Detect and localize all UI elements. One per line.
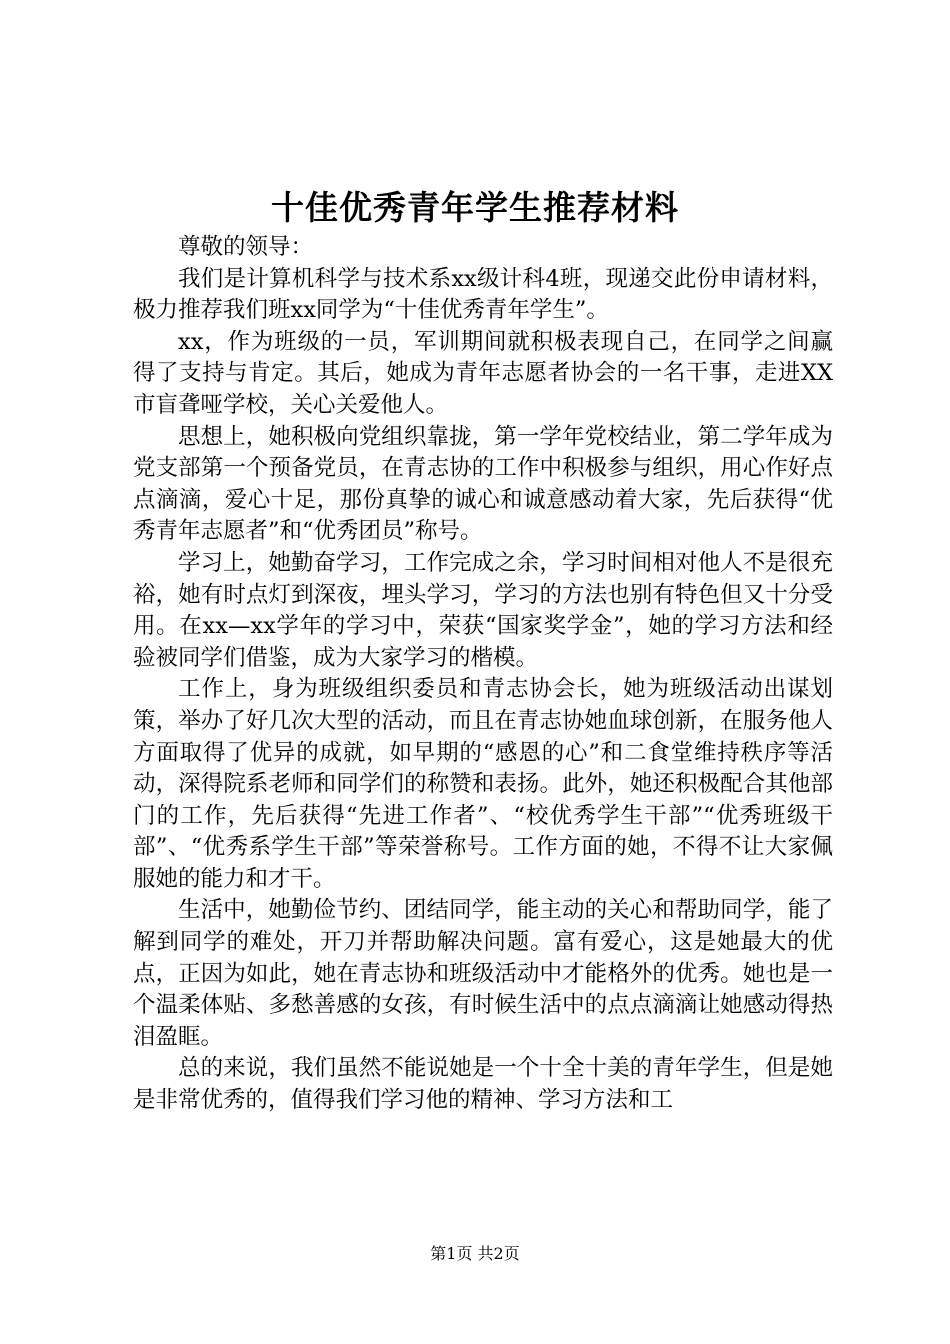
paragraph: 思想上，她积极向党组织靠拢，第一学年党校结业，第二学年成为党支部第一个预备党员，在青志协的工作中积极参与组织，用心作好点点滴滴，爱心十足，那份真挚的诚心和诚意感动着大家，先后获得“优秀青年志愿者”和“优秀团员”称号。 — [133, 423, 833, 545]
document-title: 十佳优秀青年学生推荐材料 — [271, 188, 679, 227]
paragraph: xx，作为班级的一员，军训期间就积极表现自己，在同学之间赢得了支持与肯定。其后，她成为青年志愿者协会的一名干事，走进XX市盲聋哑学校，关心关爱他人。 — [133, 328, 833, 418]
paragraph: 我们是计算机科学与技术系xx级计科4班，现递交此份申请材料，极力推荐我们班xx同学为“十佳优秀青年学生”。 — [133, 265, 833, 324]
paragraph: 总的来说，我们虽然不能说她是一个十全十美的青年学生，但是她是非常优秀的，值得我们学习他的精神、学习方法和工 — [133, 1055, 833, 1114]
paragraph: 工作上，身为班级组织委员和青志协会长，她为班级活动出谋划策，举办了好几次大型的活动，而且在青志协她血球创新，在服务他人方面取得了优异的成就，如早期的“感恩的心”和二食堂维持秩序等活动，深得院系老师和同学们的称赞和表扬。此外，她还积极配合其他部门的工作，先后获得“先进工作者”、“校优秀学生干部”“优秀班级干部”、“优秀系学生干部”等荣誉称号。工作方面的她，不得不让大家佩服她的能力和才干。 — [133, 676, 833, 892]
document-body — [133, 232, 833, 1117]
page-footer: 第1页 共2页 — [430, 1244, 520, 1263]
paragraph: 学习上，她勤奋学习，工作完成之余，学习时间相对他人不是很充裕，她有时点灯到深夜，埋头学习，学习的方法也别有特色但又十分受用。在xx—xx学年的学习中，荣获“国家奖学金”，她的学习方法和经验被同学们借鉴，成为大家学习的楷模。 — [133, 549, 833, 671]
salutation: 尊敬的领导： — [178, 234, 314, 260]
paragraph: 生活中，她勤俭节约、团结同学，能主动的关心和帮助同学，能了解到同学的难处，开刀并帮助解决问题。富有爱心，这是她最大的优点，正因为如此，她在青志协和班级活动中才能格外的优秀。她也是一个温柔体贴、多愁善感的女孩，有时候生活中的点点滴滴让她感动得热泪盈眶。 — [133, 897, 833, 1050]
